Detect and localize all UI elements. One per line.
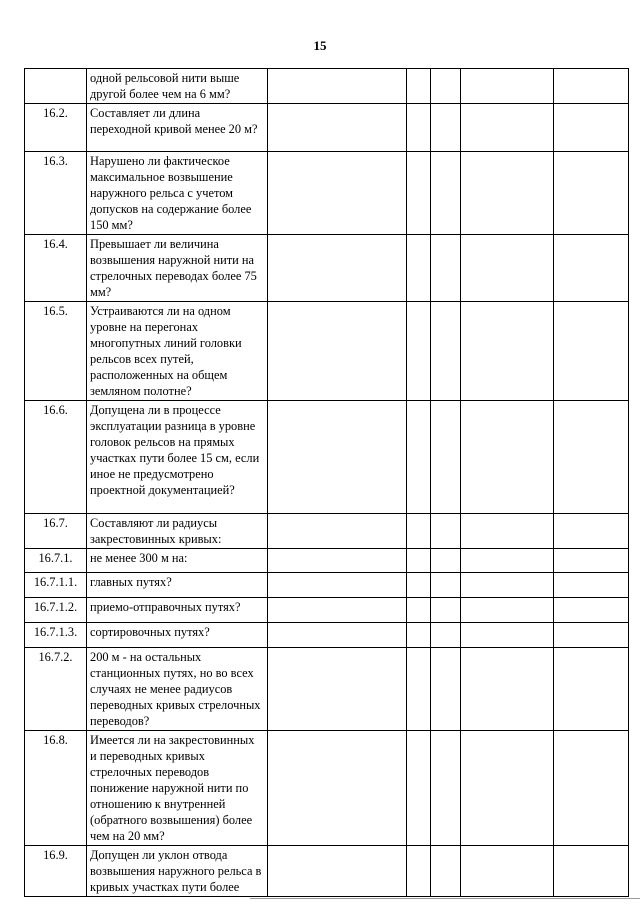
no-cell <box>431 598 461 623</box>
not-applicable-cell <box>461 235 554 302</box>
requirement-cell <box>268 235 407 302</box>
not-applicable-cell <box>461 623 554 648</box>
notes-cell <box>554 598 629 623</box>
table-row <box>25 104 629 152</box>
notes-cell <box>554 846 629 897</box>
yes-cell <box>407 104 431 152</box>
item-number: 16.9. <box>25 846 87 897</box>
notes-cell <box>554 401 629 514</box>
not-applicable-cell <box>461 514 554 549</box>
notes-cell <box>554 514 629 549</box>
page-number: 15 <box>313 38 327 53</box>
yes-cell <box>407 573 431 598</box>
yes-cell <box>407 514 431 549</box>
not-applicable-cell <box>461 152 554 235</box>
question-text: не менее 300 м на: <box>87 549 268 573</box>
item-number <box>25 69 87 104</box>
question-text: Имеется ли на закрестовинных и переводных кривых стрелочных переводов понижение наружной нити по отношению к внутренней (обратного возвышения) более чем на 20 мм? <box>87 731 268 846</box>
item-number: 16.5. <box>25 302 87 401</box>
requirement-cell <box>268 623 407 648</box>
no-cell <box>431 623 461 648</box>
table-row <box>25 623 629 648</box>
notes-cell <box>554 152 629 235</box>
requirement-cell <box>268 401 407 514</box>
notes-cell <box>554 731 629 846</box>
table-row <box>25 235 629 302</box>
yes-cell <box>407 152 431 235</box>
requirement-cell <box>268 152 407 235</box>
no-cell <box>431 152 461 235</box>
yes-cell <box>407 623 431 648</box>
not-applicable-cell <box>461 598 554 623</box>
notes-cell <box>554 549 629 573</box>
requirement-cell <box>268 549 407 573</box>
question-text: Допущен ли уклон отвода возвышения наружного рельса в кривых участках пути более <box>87 846 268 897</box>
yes-cell <box>407 846 431 897</box>
item-number: 16.6. <box>25 401 87 514</box>
yes-cell <box>407 235 431 302</box>
table-row <box>25 549 629 573</box>
not-applicable-cell <box>461 549 554 573</box>
item-number: 16.7.1. <box>25 549 87 573</box>
no-cell <box>431 549 461 573</box>
item-number: 16.2. <box>25 104 87 152</box>
table-row <box>25 573 629 598</box>
question-text: Нарушено ли фактическое максимальное возвышение наружного рельса с учетом допусков на содержание более 150 мм? <box>87 152 268 235</box>
yes-cell <box>407 598 431 623</box>
item-number: 16.4. <box>25 235 87 302</box>
yes-cell <box>407 731 431 846</box>
not-applicable-cell <box>461 573 554 598</box>
not-applicable-cell <box>461 69 554 104</box>
table-row <box>25 401 629 514</box>
requirement-cell <box>268 69 407 104</box>
notes-cell <box>554 302 629 401</box>
item-number: 16.7.1.1. <box>25 573 87 598</box>
table-row <box>25 152 629 235</box>
no-cell <box>431 401 461 514</box>
question-text: одной рельсовой нити выше другой более чем на 6 мм? <box>87 69 268 104</box>
yes-cell <box>407 648 431 731</box>
table-row <box>25 731 629 846</box>
question-text: 200 м - на остальных станционных путях, но во всех случаях не менее радиусов переводных кривых стрелочных переводов? <box>87 648 268 731</box>
notes-cell <box>554 573 629 598</box>
not-applicable-cell <box>461 648 554 731</box>
question-text: Превышает ли величина возвышения наружной нити на стрелочных переводах более 75 мм? <box>87 235 268 302</box>
no-cell <box>431 69 461 104</box>
not-applicable-cell <box>461 302 554 401</box>
item-number: 16.7.2. <box>25 648 87 731</box>
table-row <box>25 302 629 401</box>
requirement-cell <box>268 731 407 846</box>
no-cell <box>431 846 461 897</box>
no-cell <box>431 648 461 731</box>
notes-cell <box>554 648 629 731</box>
page-edge-line <box>250 898 640 899</box>
checklist-body <box>25 69 629 897</box>
no-cell <box>431 514 461 549</box>
no-cell <box>431 731 461 846</box>
no-cell <box>431 573 461 598</box>
item-number: 16.8. <box>25 731 87 846</box>
notes-cell <box>554 69 629 104</box>
question-text: Составляет ли длина переходной кривой менее 20 м? <box>87 104 268 152</box>
yes-cell <box>407 302 431 401</box>
yes-cell <box>407 401 431 514</box>
table-row <box>25 69 629 104</box>
requirement-cell <box>268 302 407 401</box>
table-row <box>25 648 629 731</box>
item-number: 16.7.1.3. <box>25 623 87 648</box>
question-text: Допущена ли в процессе эксплуатации разница в уровне головок рельсов на прямых участках пути более 15 см, если иное не предусмотрено проектной документацией? <box>87 401 268 514</box>
table-row <box>25 514 629 549</box>
yes-cell <box>407 69 431 104</box>
item-number: 16.7. <box>25 514 87 549</box>
requirement-cell <box>268 514 407 549</box>
question-text: сортировочных путях? <box>87 623 268 648</box>
not-applicable-cell <box>461 401 554 514</box>
item-number: 16.7.1.2. <box>25 598 87 623</box>
question-text: главных путях? <box>87 573 268 598</box>
notes-cell <box>554 104 629 152</box>
requirement-cell <box>268 648 407 731</box>
no-cell <box>431 302 461 401</box>
not-applicable-cell <box>461 104 554 152</box>
no-cell <box>431 104 461 152</box>
no-cell <box>431 235 461 302</box>
not-applicable-cell <box>461 731 554 846</box>
requirement-cell <box>268 104 407 152</box>
yes-cell <box>407 549 431 573</box>
not-applicable-cell <box>461 846 554 897</box>
checklist-table <box>24 68 629 897</box>
notes-cell <box>554 623 629 648</box>
question-text: Составляют ли радиусы закрестовинных кривых: <box>87 514 268 549</box>
item-number: 16.3. <box>25 152 87 235</box>
requirement-cell <box>268 598 407 623</box>
requirement-cell <box>268 846 407 897</box>
question-text: приемо-отправочных путях? <box>87 598 268 623</box>
notes-cell <box>554 235 629 302</box>
table-row <box>25 598 629 623</box>
question-text: Устраиваются ли на одном уровне на перегонах многопутных линий головки рельсов всех путей, расположенных на общем земляном полотне? <box>87 302 268 401</box>
requirement-cell <box>268 573 407 598</box>
table-row <box>25 846 629 897</box>
